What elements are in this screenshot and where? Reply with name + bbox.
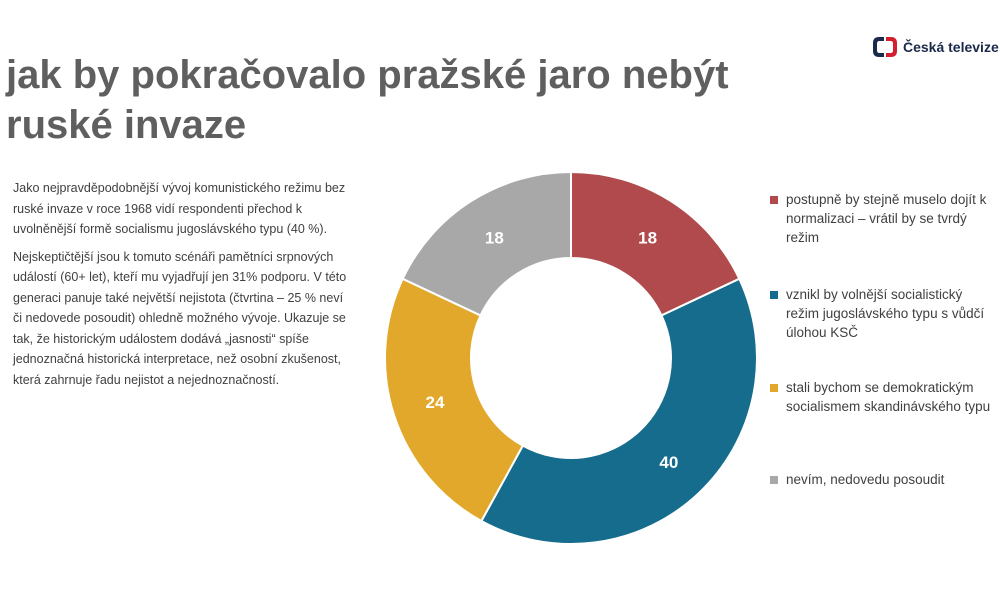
legend-label: stali bychom se demokratickým socialismem skandinávského typu [786,380,991,414]
legend-swatch [770,476,778,484]
legend-swatch [770,384,778,392]
legend-label: nevím, nedovedu posoudit [786,472,945,487]
legend-label: vznikl by volnější socialistický režim jugoslávského typu s vůdčí úlohou KSČ [786,287,985,340]
legend-item-1 [770,190,995,247]
ct-logo-text: Česká televize [903,39,999,55]
legend-item-2 [770,285,995,342]
data-label-2: 40 [659,453,679,473]
donut-slice-3 [385,279,523,521]
page-title: jak by pokračovalo pražské jaro nebýt ruské invaze [6,53,729,147]
data-label-4: 18 [484,228,504,248]
legend-item-3 [770,378,995,416]
legend-item-4 [770,470,944,489]
legend-swatch [770,291,778,299]
donut-slice-2 [481,279,757,544]
data-label-1: 18 [638,228,658,248]
legend-swatch [770,196,778,204]
description-paragraph-2: Nejskeptičtější jsou k tomuto scénáři pamětníci srpnových událostí (60+ let), kteří mu vyjadřují jen 31% podporu. V této generaci panuje také největší nejistota (čtvrtina – 25 % neví či nedovede posoudit) ohledně možného vývoje. Ukazuje se tak, že historickým událostem dodává „jasnosti“ spíše jednoznačná historická interpretace, než osobní zkušenost, která zahrnuje řadu nejistot a nejednoznačností. [13,249,347,387]
legend-label: postupně by stejně muselo dojít k normalizaci – vrátil by se tvrdý režim [786,192,987,245]
data-label-3: 24 [425,393,445,413]
description-paragraph-1: Jako nejpravděpodobnější vývoj komunistického režimu bez ruské invaze v roce 1968 vidí respondenti přechod k uvolněnější formě socialismu jugoslávského typu (40 %). [13,181,346,236]
